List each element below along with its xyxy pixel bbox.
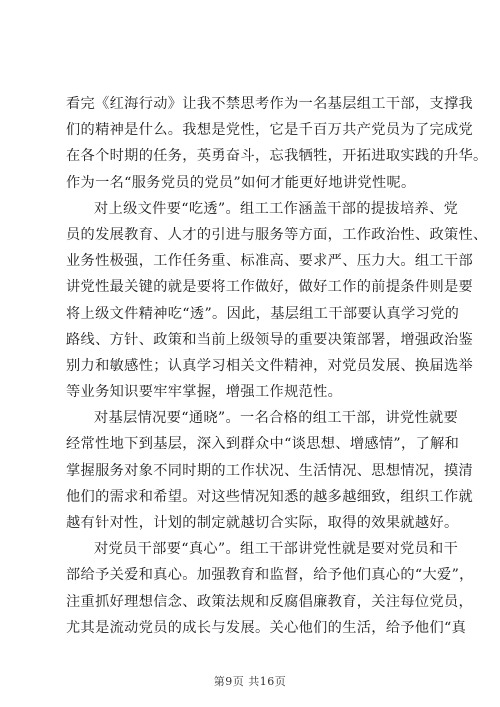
- paragraph-start-line: 对基层情况要“通晓”。一名合格的组工干部，讲党性就要: [94, 410, 459, 427]
- text-line: 将上级文件精神吃“透”。因此，基层组工干部要认真学习党的: [66, 305, 460, 322]
- text-line: 业务性极强，工作任务重、标准高、要求严、压力大。组工干部: [66, 253, 474, 270]
- paragraph-start-line: 对上级文件要“吃透”。组工工作涵盖干部的提拔培养、党: [94, 200, 459, 217]
- text-line: 经常性地下到基层，深入到群众中“谈思想、增感情”，了解和: [66, 436, 460, 453]
- text-line: 别力和敏感性；认真学习相关文件精神，对党员发展、换届选举: [66, 357, 474, 374]
- text-line: 们的精神是什么。我想是党性，它是千百万共产党员为了完成党: [66, 122, 474, 139]
- text-line: 掌握服务对象不同时期的工作状况、生活情况、思想情况，摸清: [66, 462, 474, 479]
- text-line: 看完《红海行动》让我不禁思考作为一名基层组工干部，支撑我: [66, 96, 474, 112]
- text-line: 越有针对性，计划的制定就越切合实际，取得的效果就越好。: [66, 515, 459, 531]
- text-line: 在各个时期的任务，英勇奋斗，忘我牺牲，开拓进取实践的升华。: [66, 148, 488, 165]
- text-line: 他们的需求和希望。对这些情况知悉的越多越细致，组织工作就: [66, 488, 474, 505]
- text-line: 作为一名“服务党员的党员”如何才能更好地讲党性呢。: [66, 174, 416, 191]
- text-line: 部给予关爱和真心。加强教育和监督，给予他们真心的“大爱”，: [66, 567, 474, 584]
- paragraph-start-line: 对党员干部要“真心”。组工干部讲党性就是要对党员和干: [94, 541, 459, 558]
- body-text: [66, 91, 488, 641]
- text-line: 路线、方针、政策和当前上级领导的重要决策部署，增强政治鉴: [66, 331, 474, 348]
- text-line: 等业务知识要牢牢掌握，增强工作规范性。: [66, 384, 343, 401]
- text-line: 员的发展教育、人才的引进与服务等方面，工作政治性、政策性、: [66, 226, 488, 243]
- text-line: 尤其是流动党员的成长与发展。关心他们的生活，给予他们“真: [66, 619, 467, 636]
- text-line: 注重抓好理想信念、政策法规和反腐倡廉教育，关注每位党员，: [66, 593, 474, 610]
- text-line: 讲党性最关键的就是要将工作做好，做好工作的前提条件则是要: [66, 279, 474, 296]
- page-footer: 第9页 共16页: [213, 675, 287, 688]
